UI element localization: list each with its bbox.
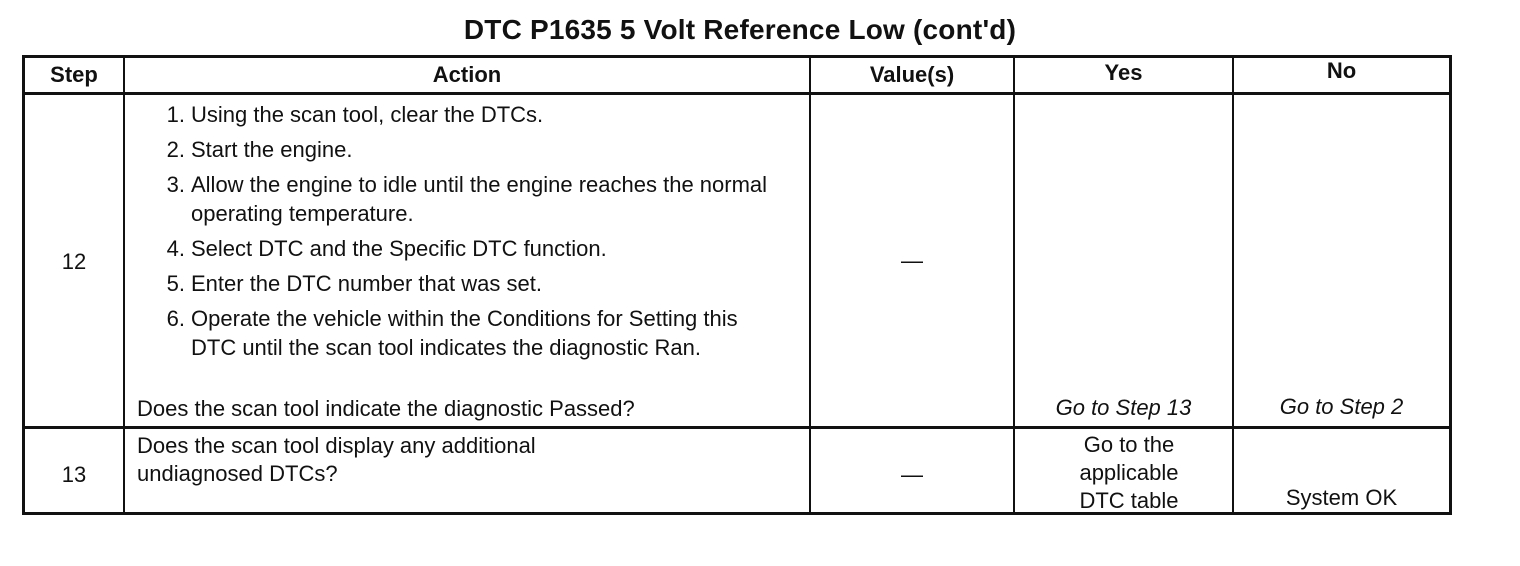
header-action: Action — [432, 62, 502, 87]
list-item: 1. Using the scan tool, clear the DTCs. — [166, 102, 544, 127]
column-divider-action — [809, 58, 811, 512]
value-cell: — — [901, 248, 923, 273]
column-divider-values — [1013, 58, 1015, 512]
no-cell: Go to Step 2 — [1279, 394, 1404, 419]
header-yes: Yes — [1104, 60, 1143, 85]
yes-cell: Go to Step 13 — [1055, 395, 1192, 420]
step-number: 12 — [61, 249, 87, 274]
action-question: Does the scan tool indicate the diagnostic Passed? — [137, 396, 635, 421]
list-item: 2. Start the engine. — [166, 137, 353, 162]
dtc-table — [22, 55, 1452, 515]
list-item: 6. Operate the vehicle within the Conditions for Setting this DTC until the scan tool indicates the diagnostic Ran. — [166, 306, 738, 360]
value-cell: — — [901, 462, 923, 487]
list-item: 5. Enter the DTC number that was set. — [166, 271, 542, 296]
header-divider — [25, 92, 1449, 95]
column-divider-yes — [1232, 58, 1234, 512]
header-step: Step — [50, 62, 98, 87]
column-divider-step — [123, 58, 125, 512]
header-values: Value(s) — [869, 62, 955, 87]
header-no: No — [1326, 58, 1357, 83]
action-question: Does the scan tool display any additional undiagnosed DTCs? — [137, 433, 536, 486]
step-number: 13 — [61, 462, 87, 487]
no-cell: System OK — [1285, 485, 1398, 510]
action-steps — [157, 100, 787, 368]
list-item: 4. Select DTC and the Specific DTC function. — [166, 236, 607, 261]
list-item: 3. Allow the engine to idle until the engine reaches the normal operating temperature. — [166, 172, 768, 226]
yes-cell: Go to the applicable DTC table — [1079, 432, 1179, 513]
row-divider — [25, 426, 1449, 429]
page-title: DTC P1635 5 Volt Reference Low (cont'd) — [463, 14, 1017, 45]
